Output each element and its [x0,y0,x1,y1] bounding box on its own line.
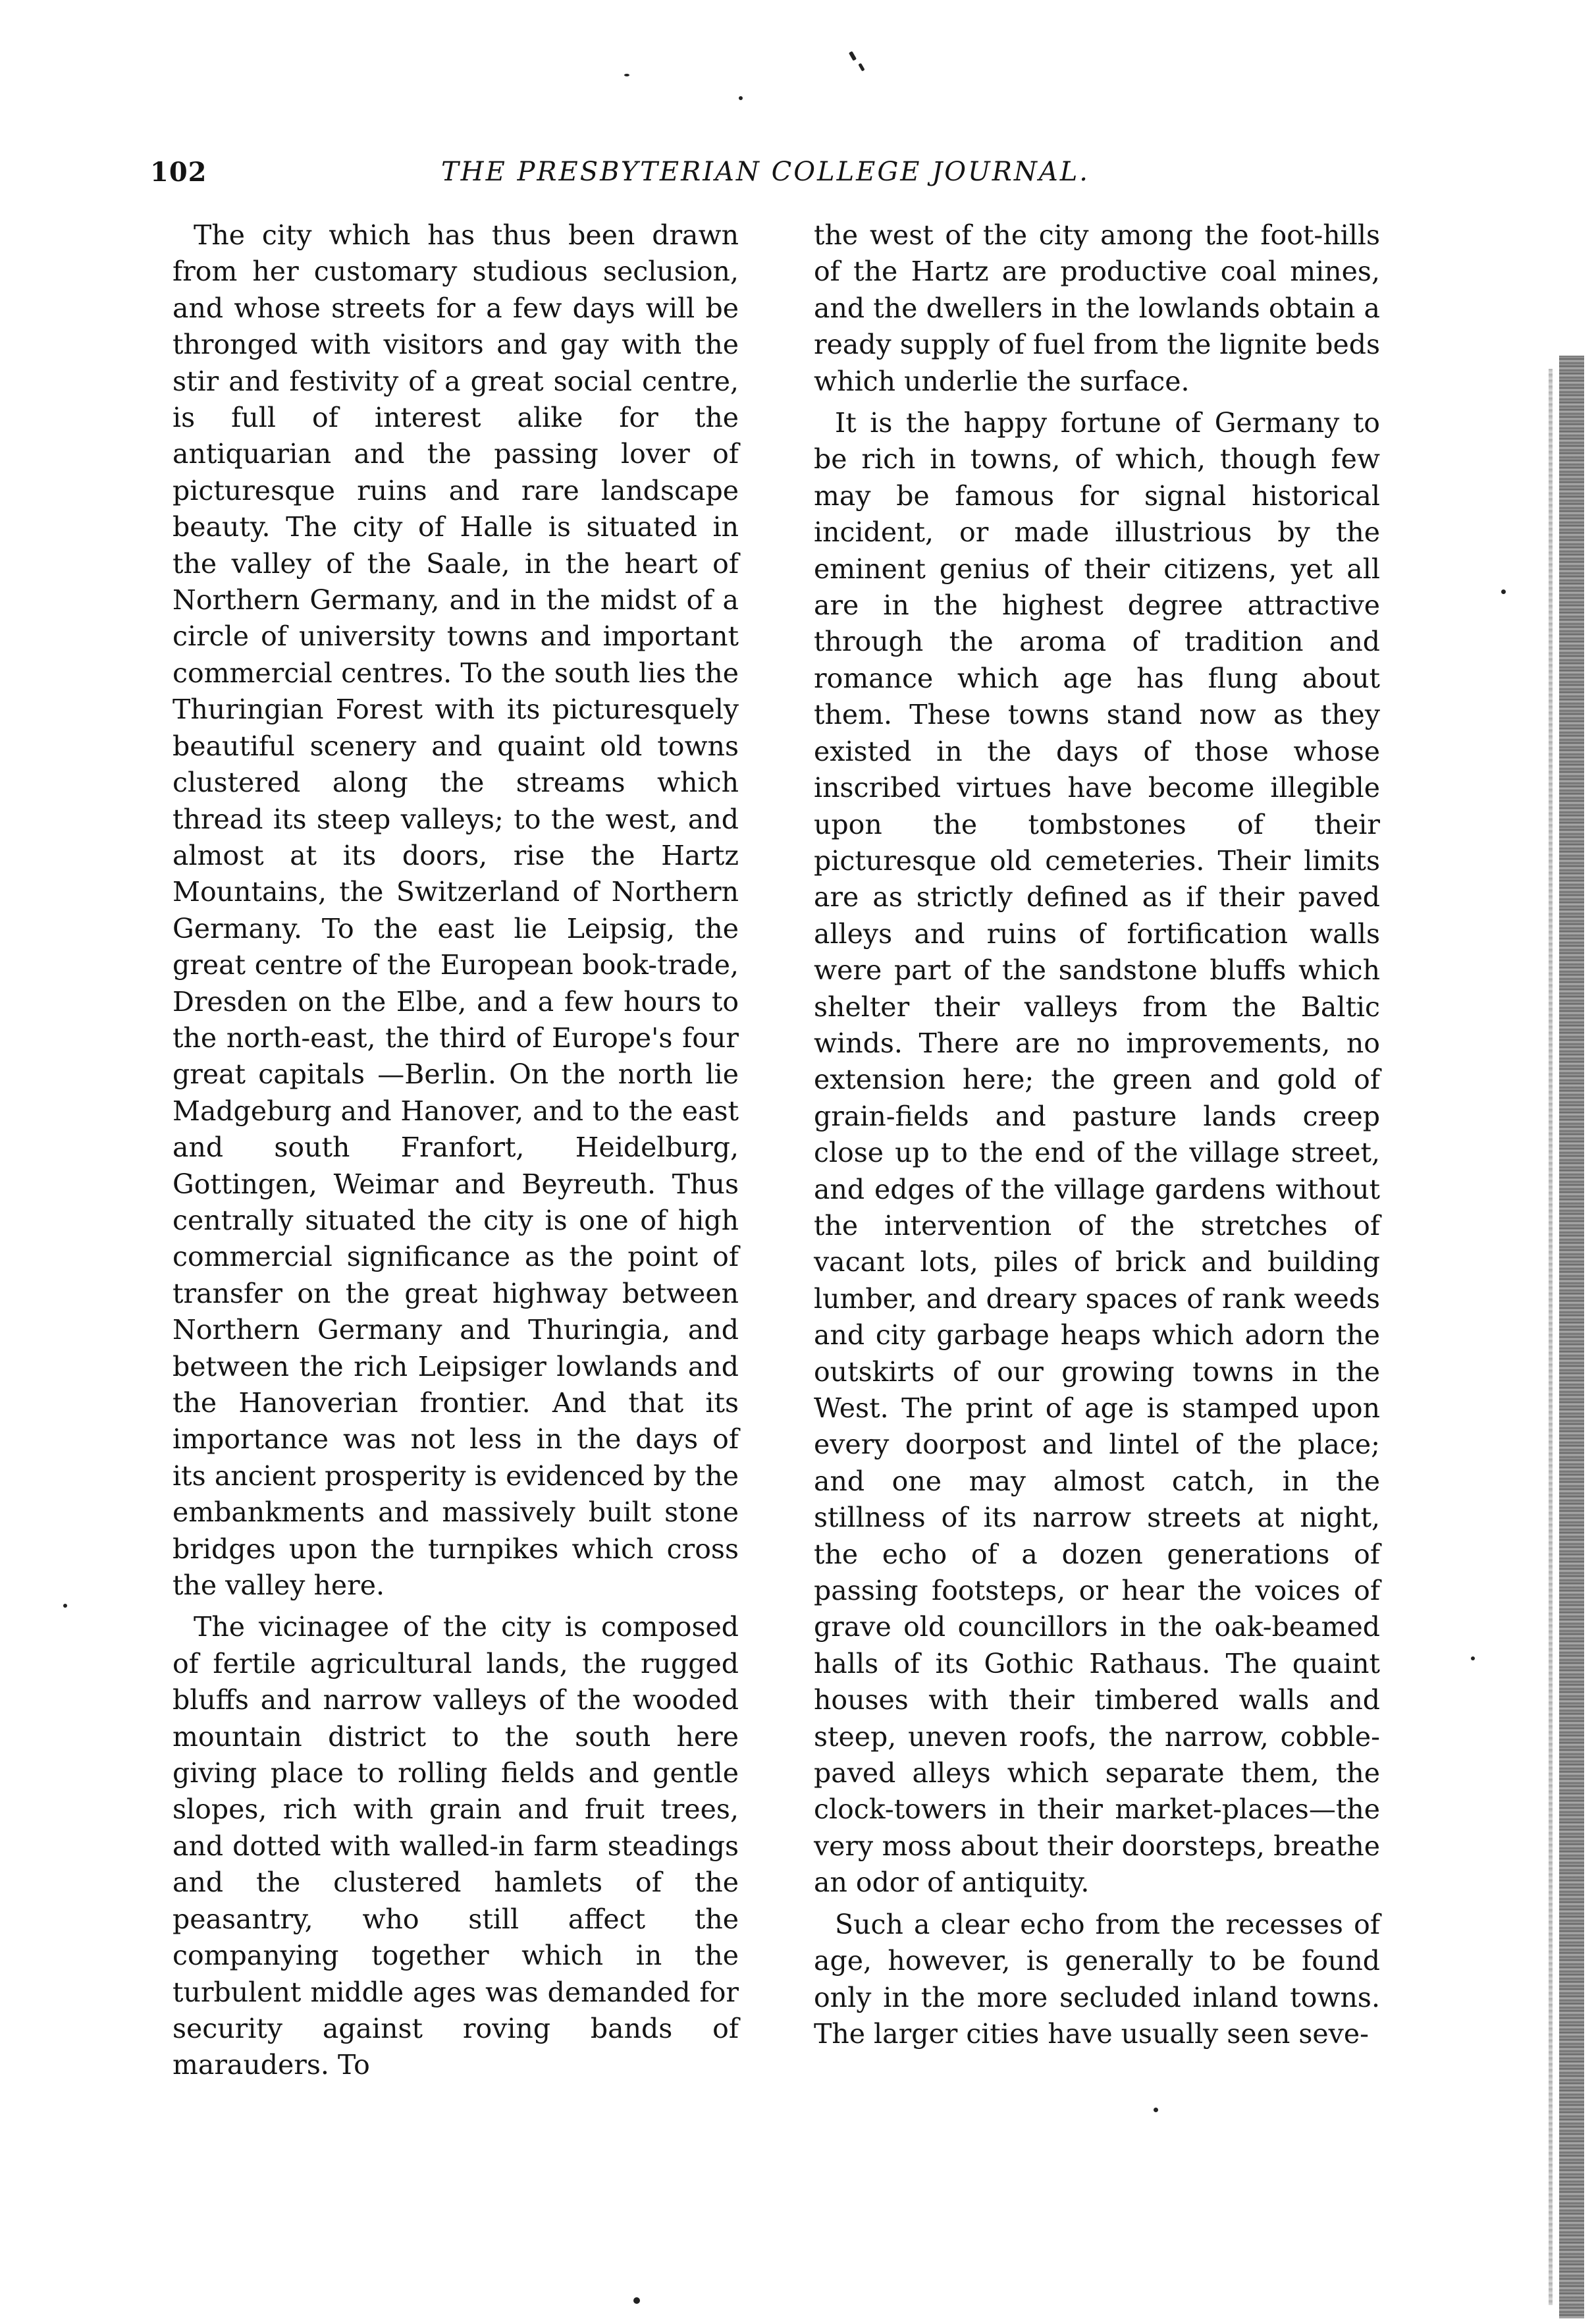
scan-speck [739,96,743,100]
right-paragraph-3: Such a clear echo from the recesses of age, however, is generally to be found only in the more secluded inland towns. The larger cities have usually seen seve- [814,1908,1380,2050]
scan-speck [849,51,857,61]
left-paragraph-2: The vicinagee of the city is composed of fertile agricultural lands, the rugged bluffs and narrow valleys of the wooded mountain district to the south here giving place to rolling fields and gentle slopes, rich with grain and fruit trees, and dotted with walled-in farm steadings and the clustered hamlets of the peasantry, who still affect the companying together which in the turbulent middle ages was demanded for security against roving bands of marauders. To [173,1611,739,2081]
page-header [150,157,1283,196]
right-paragraph-2: It is the happy fortune of Germany to be rich in towns, of which, though few may be famous for signal historical incident, or made illustrious by the eminent genius of their citizens, yet all are in the highest degree attractive through the aroma of tradition and romance which age has flung about them. These towns stand now as they existed in the days of those whose inscribed virtues have become illegible upon the tombstones of their picturesque old cemeteries. Their limits are as strictly defined as if their paved alleys and ruins of fortification walls were part of the sandstone bluffs which shelter their valleys from the Baltic winds. There are no improvements, no extension here; the green and gold of grain-fields and pasture lands creep close up to the end of the village street, and edges of the village gardens without the intervention of the stretches of vacant lots, piles of brick and building lumber, and dreary spaces of rank weeds and city garbage heaps which adorn the outskirts of our growing towns in the West. The print of age is stamped upon every doorpost and lintel of the place; and one may almost catch, in the stillness of its narrow streets at night, the echo of a dozen generations of passing footsteps, or hear the voices of grave old councillors in the oak-beamed halls of its Gothic Rathaus. The quaint houses with their timbered walls and steep, uneven roofs, the narrow, cobble-paved alleys which separate them, the clock-towers in their market-places—the very moss about their doorsteps, breathe an odor of antiquity. [814,407,1380,1899]
running-title: THE PRESBYTERIAN COLLEGE JOURNAL. [441,157,1090,187]
scan-speck [633,2297,640,2304]
left-column [173,217,739,2084]
right-paragraph-1: the west of the city among the foot-hills of the Hartz are productive coal mines, and the dwellers in the lowlands obtain a ready supply of fuel from the lignite beds which underlie the surface. [814,219,1380,397]
right-column [814,217,1380,2052]
scan-speck [1471,1656,1475,1660]
scan-speck [1501,589,1506,594]
scan-edge-shadow [1549,369,1553,2305]
left-paragraph-1: The city which has thus been drawn from her customary studious seclusion, and whose streets for a few days will be thronged with visitors and gay with the stir and festivity of a great social centre, is full of interest alike for the antiquarian and the passing lover of picturesque ruins and rare landscape beauty. The city of Halle is situated in the valley of the Saale, in the heart of Northern Germany, and in the midst of a circle of university towns and important commercial centres. To the south lies the Thuringian Forest with its picturesquely beautiful scenery and quaint old towns clustered along the streams which thread its steep valleys; to the west, and almost at its doors, rise the Hartz Mountains, the Switzerland of Northern Germany. To the east lie Leipsig, the great centre of the European book-trade, Dresden on the Elbe, and a few hours to the north-east, the third of Europe's four great capitals —Berlin. On the north lie Madgeburg and Hanover, and to the east and south Franfort, Heidelburg, Gottingen, Weimar and Beyreuth. Thus centrally situated the city is one of high commercial significance as the point of transfer on the great highway between Northern Germany and Thuringia, and between the rich Leipsiger lowlands and the Hanoverian frontier. And that its importance was not less in the days of its ancient prosperity is evidenced by the embankments and massively built stone bridges upon the turnpikes which cross the valley here. [173,219,739,1602]
scan-edge [1559,356,1584,2318]
scan-speck [858,63,864,72]
scan-speck [624,74,629,76]
scan-speck [63,1604,67,1608]
scan-speck [1154,2108,1158,2112]
page-number: 102 [150,157,207,188]
